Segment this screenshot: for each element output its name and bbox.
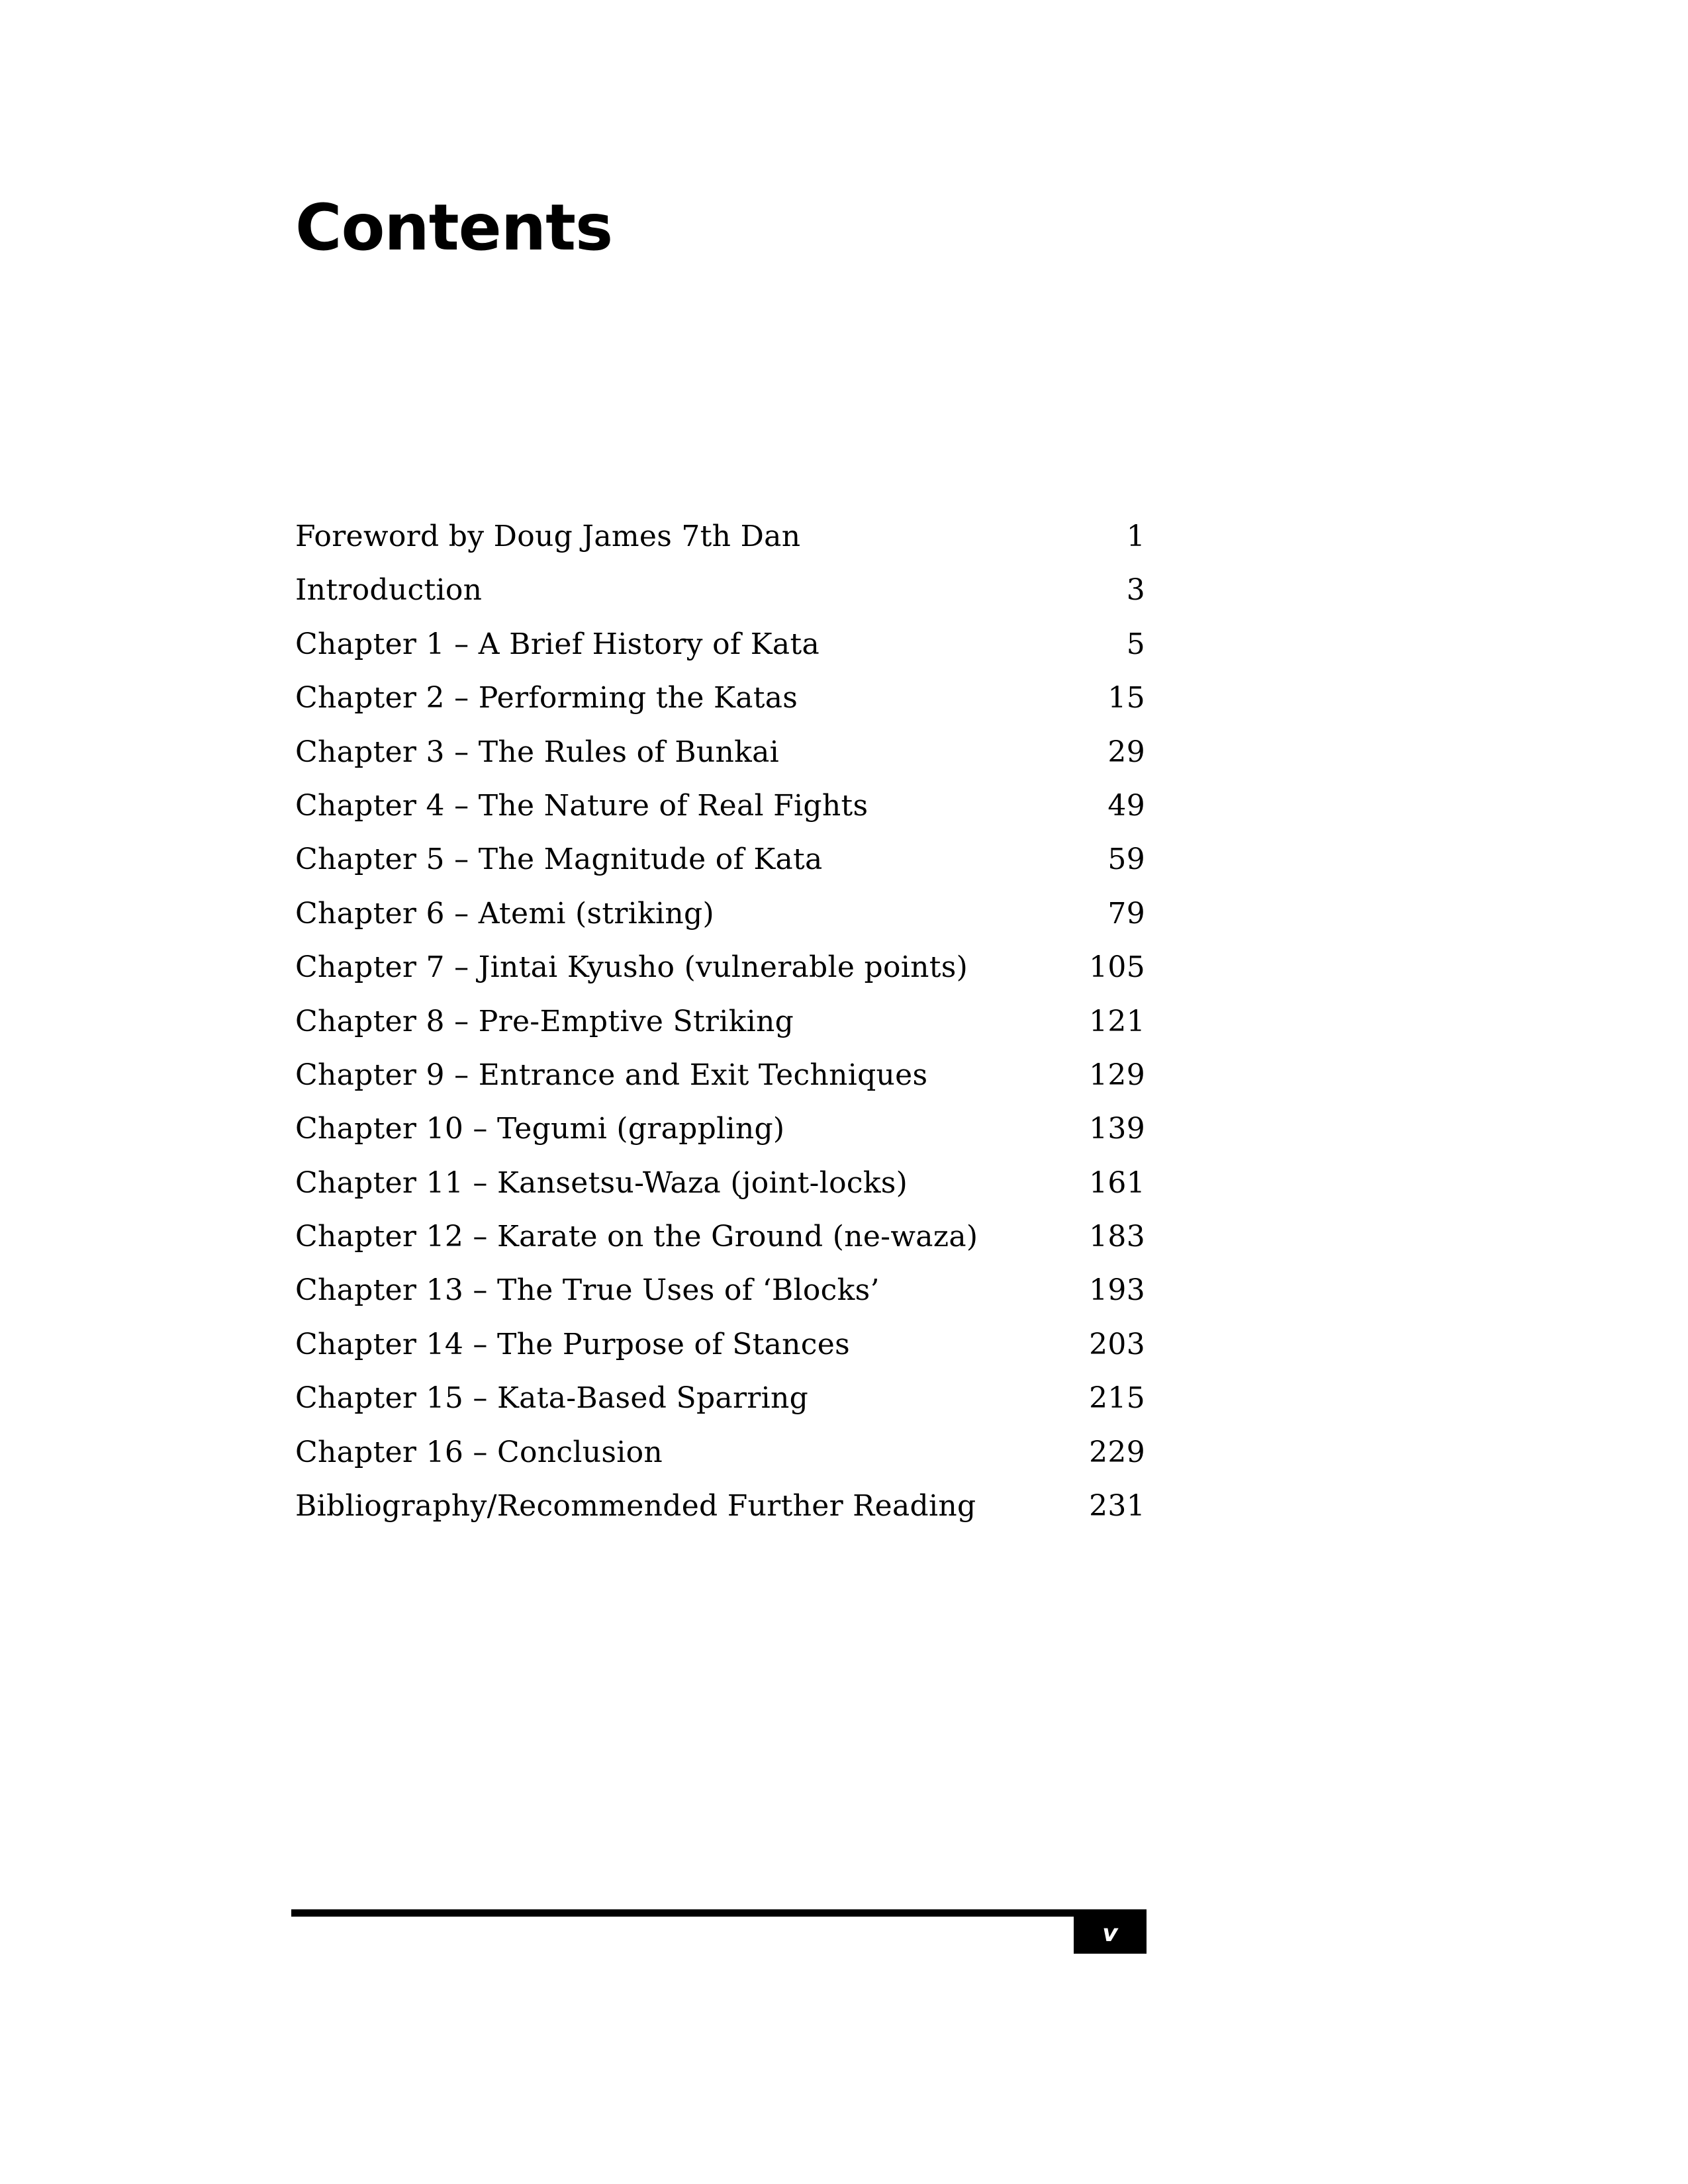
toc-entry-page-number: 139 — [1089, 1112, 1145, 1146]
toc-entry-page-number: 215 — [1089, 1381, 1145, 1416]
toc-entry — [295, 995, 1145, 1048]
toc-entry-title: Chapter 5 – The Magnitude of Kata — [295, 842, 823, 877]
table-of-contents — [295, 510, 1145, 1533]
toc-entry-page-number: 29 — [1107, 735, 1145, 769]
toc-entry-page-number: 203 — [1089, 1327, 1145, 1361]
toc-entry — [295, 833, 1145, 886]
toc-entry — [295, 1263, 1145, 1317]
toc-entry-page-number: 5 — [1126, 627, 1145, 661]
toc-entry — [295, 671, 1145, 725]
toc-entry — [295, 1371, 1145, 1425]
toc-entry-title: Chapter 4 – The Nature of Real Fights — [295, 788, 868, 823]
toc-entry-title: Foreword by Doug James 7th Dan — [295, 520, 801, 553]
toc-entry-page-number: 15 — [1107, 681, 1145, 715]
toc-entry-title: Chapter 15 – Kata-Based Sparring — [295, 1381, 809, 1416]
toc-entry-title: Chapter 14 – The Purpose of Stances — [295, 1327, 850, 1361]
toc-entry — [295, 1318, 1145, 1371]
toc-entry-page-number: 79 — [1107, 896, 1145, 931]
toc-entry — [295, 779, 1145, 833]
toc-entry-page-number: 231 — [1089, 1489, 1145, 1524]
toc-entry-title: Chapter 13 – The True Uses of ‘Blocks’ — [295, 1273, 880, 1308]
toc-entry — [295, 617, 1145, 671]
toc-entry-page-number: 229 — [1089, 1435, 1145, 1469]
toc-entry-page-number: 59 — [1107, 842, 1145, 877]
toc-entry-title: Chapter 11 – Kansetsu-Waza (joint-locks) — [295, 1165, 908, 1200]
toc-entry — [295, 887, 1145, 940]
toc-entry — [295, 725, 1145, 779]
toc-entry-page-number: 183 — [1089, 1220, 1145, 1254]
toc-entry-page-number: 121 — [1089, 1004, 1145, 1038]
page-number-box — [1074, 1909, 1147, 1954]
toc-entry — [295, 1210, 1145, 1263]
toc-entry-title: Chapter 2 – Performing the Katas — [295, 681, 798, 715]
toc-entry-page-number: 3 — [1126, 573, 1145, 608]
toc-entry-title: Chapter 3 – The Rules of Bunkai — [295, 735, 780, 769]
toc-entry — [295, 940, 1145, 994]
toc-entry-title: Chapter 8 – Pre-Emptive Striking — [295, 1004, 794, 1038]
toc-entry-title: Introduction — [295, 573, 483, 608]
toc-entry — [295, 510, 1145, 563]
toc-entry — [295, 1479, 1145, 1533]
page-title: Contents — [295, 191, 613, 265]
toc-entry — [295, 1102, 1145, 1156]
toc-entry-page-number: 129 — [1089, 1058, 1145, 1092]
toc-entry-title: Chapter 6 – Atemi (striking) — [295, 896, 714, 931]
toc-entry-title: Chapter 12 – Karate on the Ground (ne-waza) — [295, 1220, 978, 1254]
toc-entry-page-number: 1 — [1126, 520, 1145, 553]
page-number: v — [1102, 1920, 1118, 1947]
toc-entry-title: Chapter 16 – Conclusion — [295, 1435, 663, 1469]
toc-entry-title: Chapter 10 – Tegumi (grappling) — [295, 1112, 785, 1146]
toc-entry — [295, 1426, 1145, 1479]
toc-entry-page-number: 49 — [1107, 788, 1145, 823]
toc-entry-page-number: 193 — [1089, 1273, 1145, 1308]
toc-entry — [295, 1156, 1145, 1210]
toc-entry-page-number: 161 — [1089, 1165, 1145, 1200]
toc-entry-title: Chapter 1 – A Brief History of Kata — [295, 627, 820, 661]
toc-entry — [295, 1048, 1145, 1102]
toc-entry-title: Chapter 7 – Jintai Kyusho (vulnerable points) — [295, 950, 968, 985]
toc-entry-title: Bibliography/Recommended Further Reading — [295, 1489, 976, 1524]
toc-entry-page-number: 105 — [1089, 950, 1145, 985]
toc-entry-title: Chapter 9 – Entrance and Exit Techniques — [295, 1058, 928, 1092]
footer-rule — [291, 1909, 1147, 1917]
toc-entry — [295, 563, 1145, 617]
